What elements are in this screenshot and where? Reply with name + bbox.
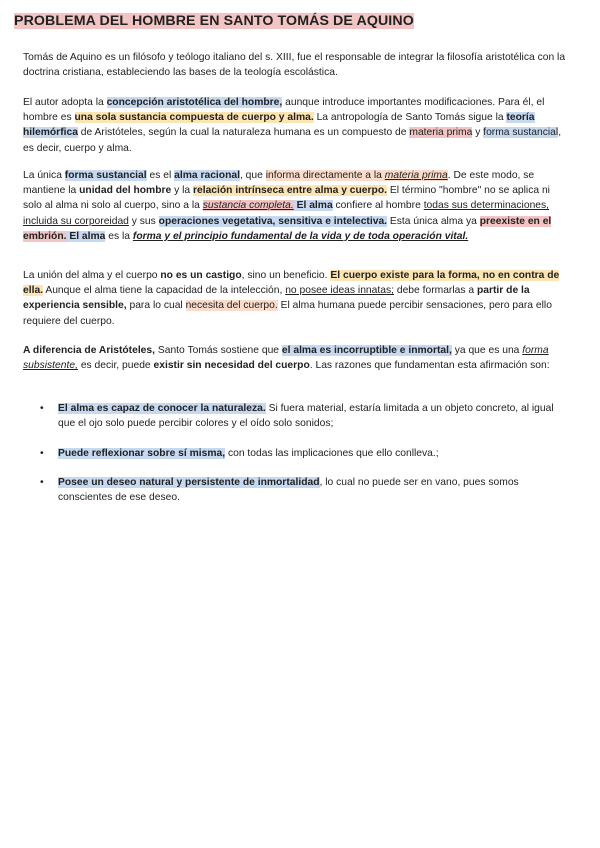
reasons-list [23,401,571,431]
paragraph-diferencia: A diferencia de Aristóteles, Santo Tomás sostiene que el alma es incorruptible e inmortal, ya que es una forma subsistente, es decir, puede existir sin necesidad del cuerpo. Las razones que fundamentan esta afirmación son: [23,345,550,372]
list-item: • Puede reflexionar sobre sí misma, con todas las implicaciones que ello conlleva.; [23,446,571,461]
intro-paragraph: Tomás de Aquino es un filósofo y teólogo italiano del s. XIII, fue el responsable de integrar la filosofía aristotélica con la doctrina cristiana, estableciendo las bases de la teología escolástica. [23,52,566,79]
bullet-icon: • [40,403,44,414]
bullet-icon: • [40,448,44,459]
bullet-icon: • [40,477,44,488]
reasons-list-3 [23,475,571,505]
page-title: PROBLEMA DEL HOMBRE EN SANTO TOMÁS DE AQUINO [14,13,414,29]
paragraph-concepcion: El autor adopta la concepción aristotélica del hombre, aunque introduce importantes modificaciones. Para él, el hombre es una sola sustancia compuesta de cuerpo y alma. La antropología de Santo Tomás sigue la teoría hilemórfica de Aristóteles, según la cual la naturaleza humana es un compuesto de materia prima y forma sustancial, es decir, cuerpo y alma. [23,97,562,154]
paragraph-union: La unión del alma y el cuerpo no es un castigo, sino un beneficio. El cuerpo existe para la forma, no en contra de ella. Aunque el alma tiene la capacidad de la intelección, no posee ideas innatas; debe formarlas a partir de la experiencia sensible, para lo cual necesita del cuerpo. El alma humana puede percibir sensaciones, pero para ello requiere del cuerpo. [23,270,560,327]
list-item: • Posee un deseo natural y persistente de inmortalidad, lo cual no puede ser en vano, pues somos conscientes de ese deseo. [40,477,519,504]
list-item: • El alma es capaz de conocer la naturaleza. Si fuera material, estaría limitada a un objeto concreto, al igual que el ojo solo puede percibir colores y el oído solo sonidos; [40,403,554,430]
paragraph-alma-racional: La única forma sustancial es el alma racional, que informa directamente a la materia prima. De este modo, se mantiene la unidad del hombre y la relación intrínseca entre alma y cuerpo. El término "hombre" no se aplica ni solo al alma ni solo al cuerpo, sino a la sustancia completa. El alma confiere al hombre todas sus determinaciones, incluida su corporeidad y sus operaciones vegetativa, sensitiva e intelectiva. Esta única alma ya preexiste en el embrión. El alma es la forma y el principio fundamental de la vida y de toda operación vital. [23,170,552,242]
reasons-list-2 [23,446,571,461]
